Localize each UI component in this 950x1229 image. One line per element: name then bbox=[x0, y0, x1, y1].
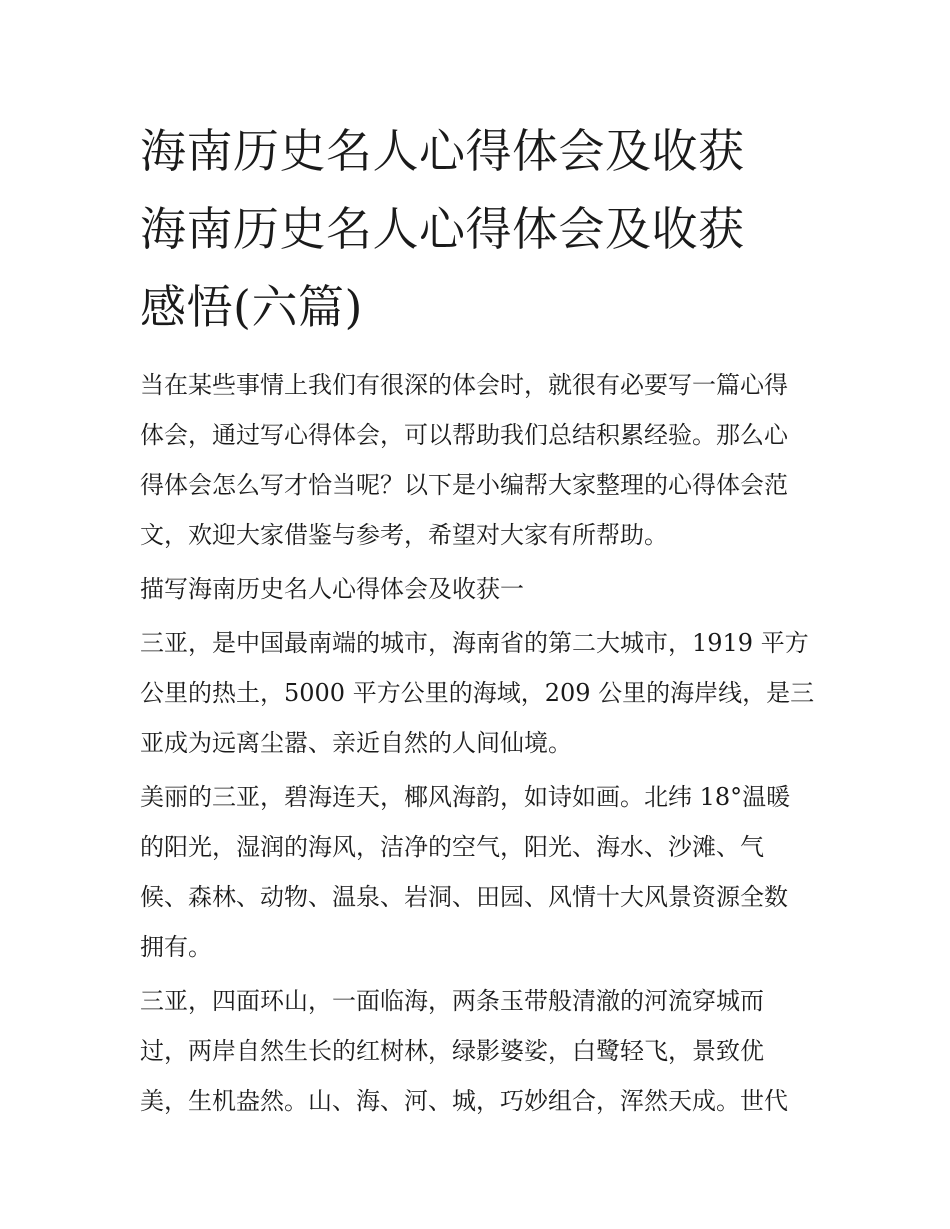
document-title bbox=[140, 112, 812, 346]
text-line: 三亚，是中国最南端的城市，海南省的第二大城市，1919 平方 bbox=[140, 629, 809, 657]
text-line: 三亚，四面环山，一面临海，两条玉带般清澈的河流穿城而 bbox=[140, 987, 764, 1015]
intro-paragraph bbox=[140, 360, 812, 560]
document-content bbox=[140, 112, 815, 1130]
text-line: 得体会怎么写才恰当呢？以下是小编帮大家整理的心得体会范 bbox=[140, 471, 788, 499]
title-line: 海南历史名人心得体会及收获 bbox=[140, 124, 745, 178]
title-line: 感悟(六篇) bbox=[140, 280, 363, 334]
text-line: 美丽的三亚，碧海连天，椰风海韵，如诗如画。北纬 18°温暖 bbox=[140, 783, 791, 811]
text-line: 文，欢迎大家借鉴与参考，希望对大家有所帮助。 bbox=[140, 521, 668, 549]
text-line: 拥有。 bbox=[140, 933, 212, 961]
section-heading bbox=[140, 564, 812, 614]
text-line: 美，生机盎然。山、海、河、城，巧妙组合，浑然天成。世代 bbox=[140, 1087, 788, 1115]
text-line: 公里的热土，5000 平方公里的海域，209 公里的海岸线，是三 bbox=[140, 679, 815, 707]
text-line: 的阳光，湿润的海风，洁净的空气，阳光、海水、沙滩、气 bbox=[140, 833, 764, 861]
body-paragraph bbox=[140, 976, 812, 1126]
text-line: 过，两岸自然生长的红树林，绿影婆娑，白鹭轻飞，景致优 bbox=[140, 1037, 764, 1065]
text-line: 亚成为远离尘嚣、亲近自然的人间仙境。 bbox=[140, 729, 572, 757]
text-line: 描写海南历史名人心得体会及收获一 bbox=[140, 575, 524, 603]
body-paragraph bbox=[140, 618, 815, 768]
text-line: 体会，通过写心得体会，可以帮助我们总结积累经验。那么心 bbox=[140, 421, 788, 449]
text-line: 当在某些事情上我们有很深的体会时，就很有必要写一篇心得 bbox=[140, 371, 788, 399]
text-line: 候、森林、动物、温泉、岩洞、田园、风情十大风景资源全数 bbox=[140, 883, 788, 911]
body-paragraph bbox=[140, 772, 812, 972]
title-line: 海南历史名人心得体会及收获 bbox=[140, 202, 745, 256]
